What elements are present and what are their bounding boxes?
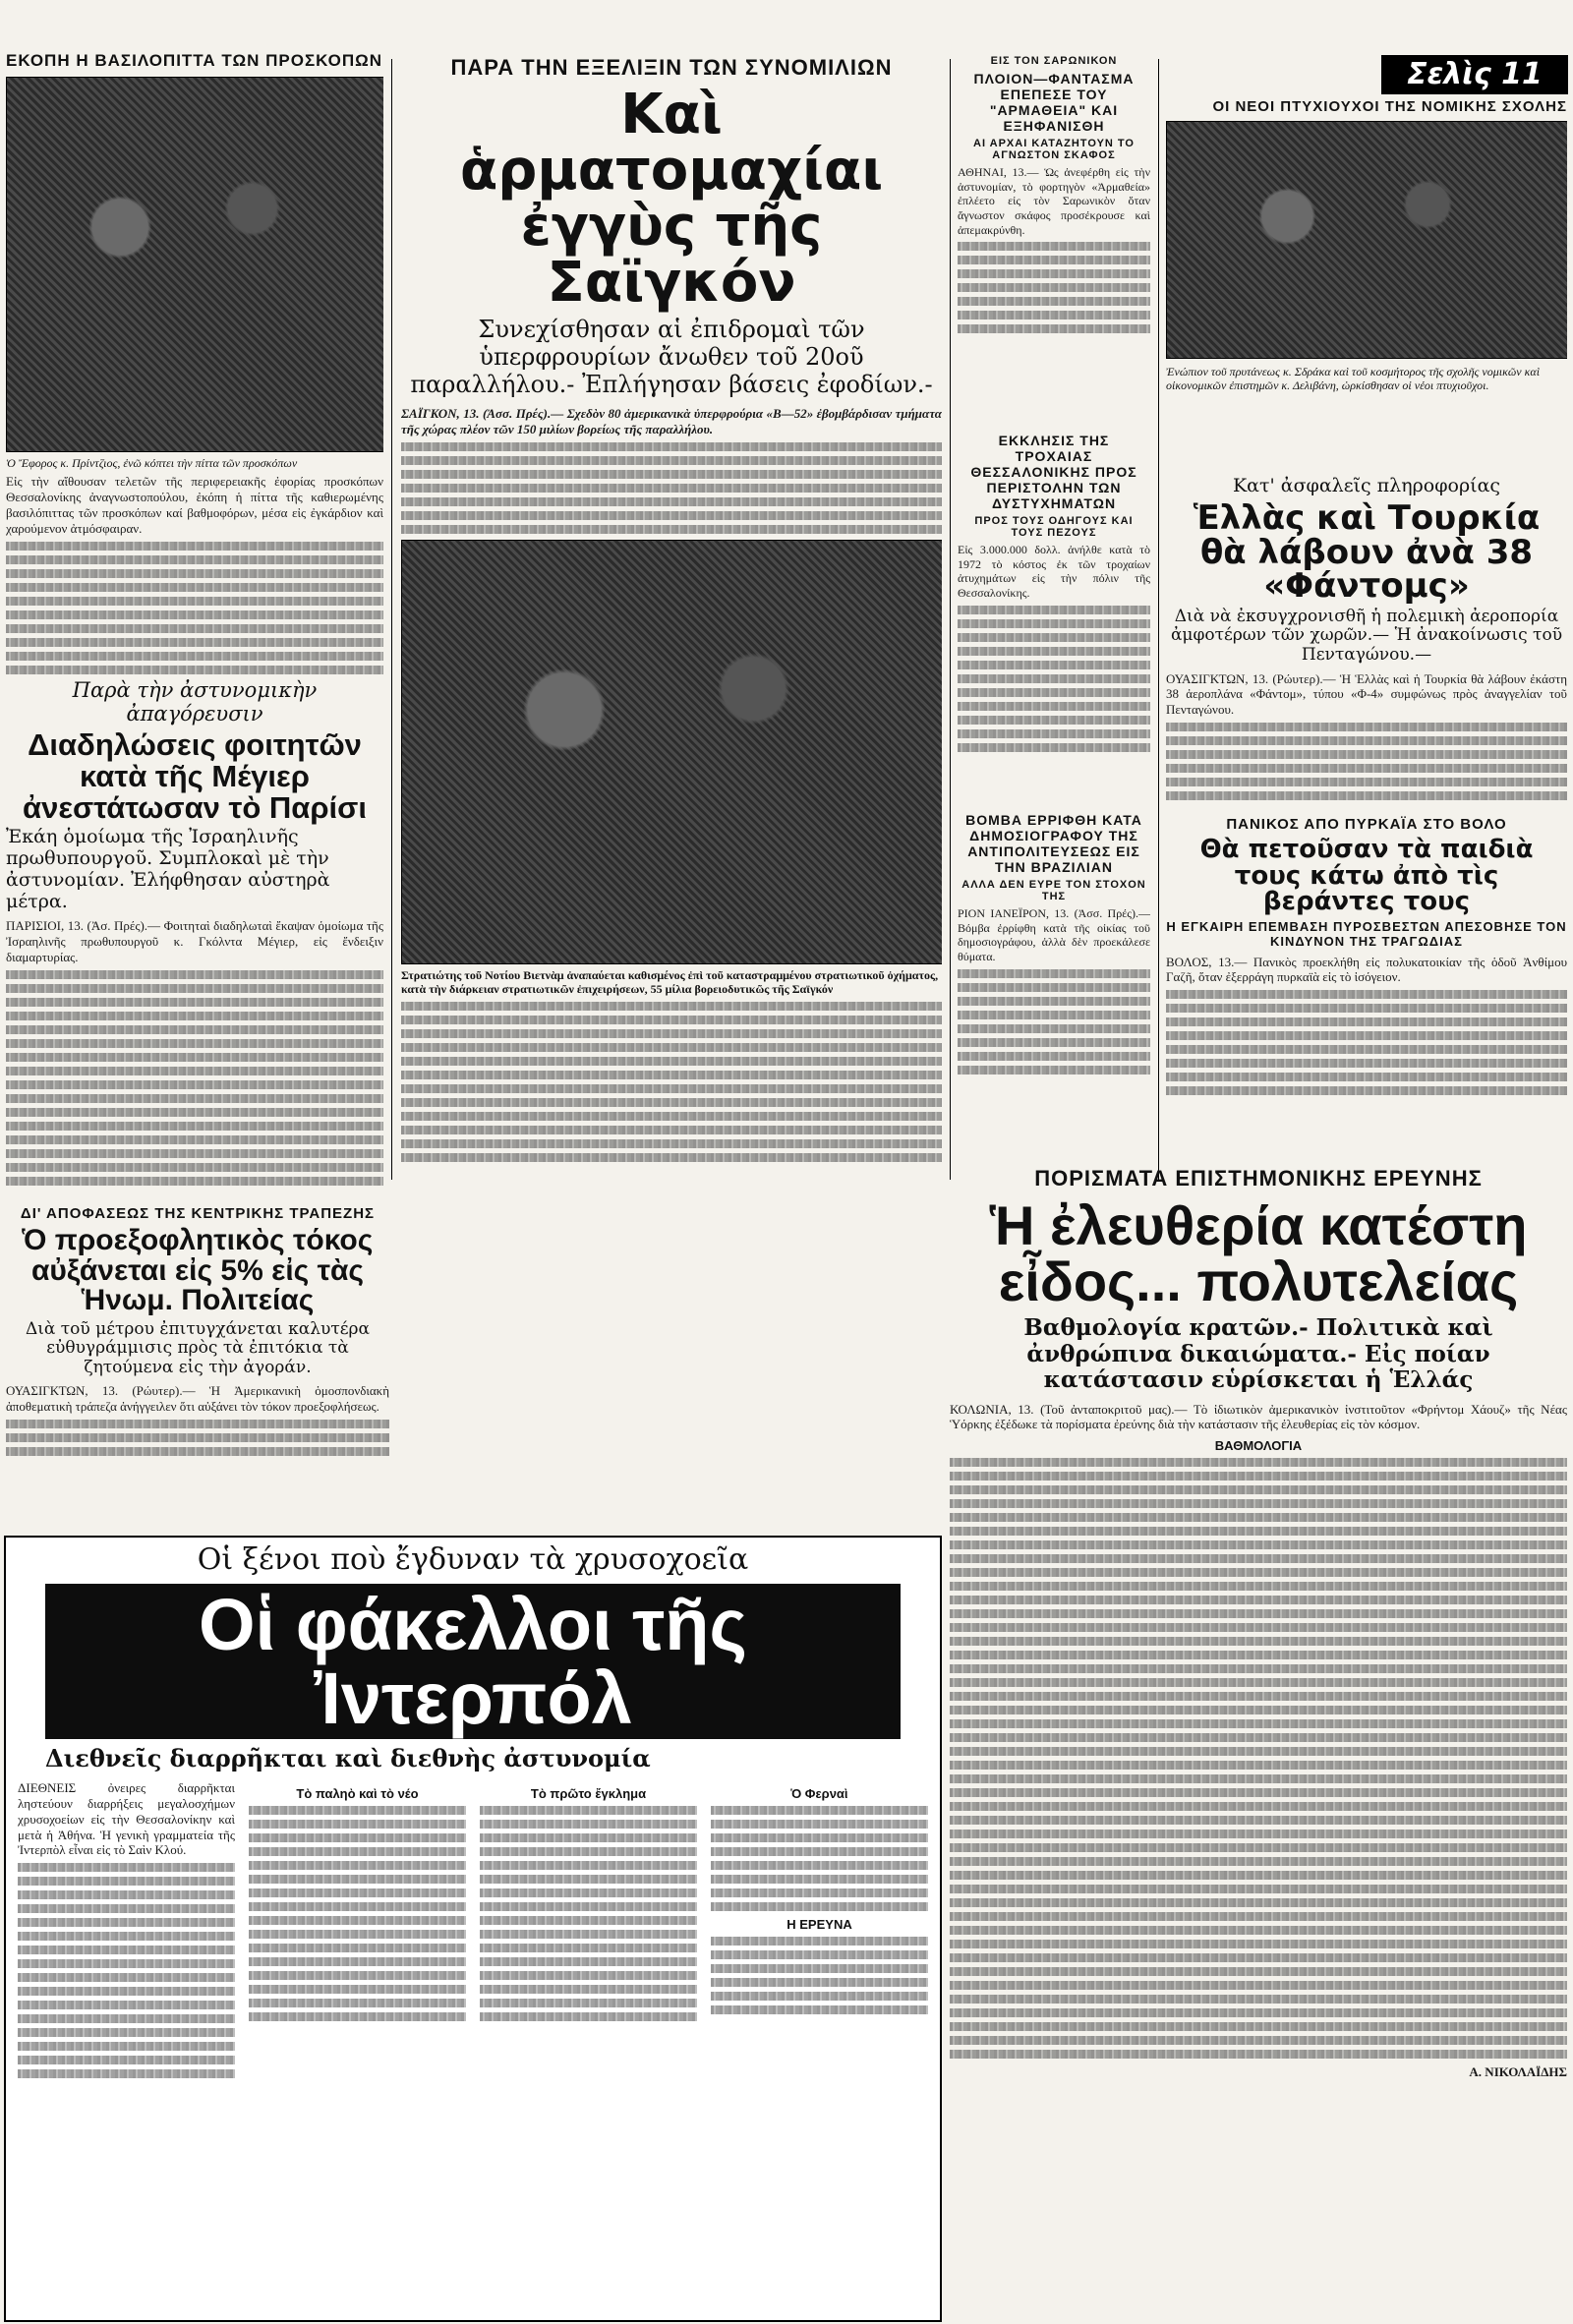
saigon-subhead: Συνεχίσθησαν αἱ ἐπιδρομαὶ τῶν ὑπερφρουρίων ἄνωθεν τοῦ 20οῦ παραλλήλου.- Ἐπλήγησαν βάσεις ἐφοδίων.- [410, 316, 933, 398]
text-line [480, 1985, 697, 1994]
text-line [950, 1912, 1567, 1921]
text-line [401, 511, 942, 520]
text-line [1166, 1086, 1567, 1095]
text-line [6, 1433, 389, 1442]
text-line [950, 1513, 1567, 1522]
text-line [1166, 1059, 1567, 1068]
text-line [480, 1888, 697, 1897]
text-line [401, 525, 942, 534]
ships-article [958, 55, 1150, 429]
interpol-kicker: Οἱ ξένοι ποὺ ἔγδυναν τὰ χρυσοχοεῖα [197, 1542, 749, 1577]
text-line [711, 1950, 928, 1959]
interpol-col-3 [480, 1780, 697, 2083]
ships-kicker: ΕΙΣ ΤΟΝ ΣΑΡΩΝΙΚΟΝ [990, 55, 1118, 67]
text-line [950, 1953, 1567, 1962]
text-line [401, 1098, 942, 1107]
text-line [958, 619, 1150, 628]
text-line [480, 1999, 697, 2007]
text-line [950, 1540, 1567, 1549]
text-line [401, 470, 942, 479]
text-line [950, 1568, 1567, 1577]
phantoms-kicker: Κατ' ἀσφαλεῖς πληροφορίας [1232, 476, 1501, 496]
text-line [711, 1992, 928, 2001]
text-line [958, 1038, 1150, 1047]
text-line [6, 638, 383, 647]
text-line [711, 1833, 928, 1842]
text-line [1166, 764, 1567, 773]
text-line [6, 1420, 389, 1428]
interpol-col3-head: Ὁ Φερναὶ [790, 1786, 848, 1802]
text-line [6, 1163, 383, 1172]
text-line [249, 1902, 466, 1911]
interpol-headline: Οἱ φάκελλοι τῆς Ἰντερπόλ [199, 1583, 747, 1739]
text-line [950, 1651, 1567, 1659]
saigon-kicker: ΠΑΡΑ ΤΗΝ ΕΞΕΛΙΞΙΝ ΤΩΝ ΣΥΝΟΜΙΛΙΩΝ [450, 55, 893, 80]
text-line [401, 1153, 942, 1162]
text-line [950, 1719, 1567, 1728]
text-line [950, 1499, 1567, 1508]
soldier-caption: Στρατιώτης τοῦ Νοτίου Βιετνὰμ ἀναπαύεται καθισμένος ἐπὶ τοῦ καταστραμμένου στρατιωτικοῦ ὀχήματος, κατὰ τὴν διάρκειαν στρατιωτικῶν ἐπιχειρήσεων, 55 μίλια βορειοδυτικῶς τῆς Σαϊγκόν [401, 967, 939, 997]
text-line [401, 497, 942, 506]
text-line [711, 1964, 928, 1973]
scouts-caption: Ὁ Ἔφορος κ. Πρίντζιος, ἐνῶ κόπτει τὴν πίττα τῶν προσκόπων [6, 456, 298, 470]
text-line [401, 1071, 942, 1079]
text-line [6, 1108, 383, 1117]
text-line [249, 1833, 466, 1842]
text-line [480, 1875, 697, 1884]
text-line [1166, 1031, 1567, 1040]
graduates-photo [1166, 121, 1567, 359]
text-line [6, 610, 383, 619]
interpol-subhead: Διεθνεῖς διαρρῆκται καὶ διεθνὴς ἀστυνομία [45, 1744, 651, 1773]
text-line [480, 1833, 697, 1842]
freedom-body: ΚΟΛΩΝΙΑ, 13. (Τοῦ ἀνταποκριτοῦ μας).— Τὸ ἰδιωτικὸν ἀμερικανικὸν ἰνστιτοῦτον «Φρήντομ Χάουζ» τῆς Νέας Ὑόρκης ἐξέδωκε τὰ πορίσματα ἐρεύνης διὰ τὴν κατάστασιν τῆς ἐλευθερίας εἰς τὸν κόσμον. [950, 1401, 1567, 1432]
text-line [958, 311, 1150, 320]
text-line [958, 1011, 1150, 1019]
page-logo: Σελὶς 11 [1381, 55, 1568, 94]
text-line [958, 743, 1150, 752]
text-line [18, 1959, 235, 1968]
interpol-col1-head: Τὸ παληὸ καὶ τὸ νέο [296, 1786, 419, 1802]
text-line [950, 1885, 1567, 1893]
text-line [711, 1847, 928, 1856]
paris-body: ΠΑΡΙΣΙΟΙ, 13. (Ἀσ. Πρές).— Φοιτηταὶ διαδηλωταὶ ἔκαψαν ὁμοίωμα τῆς Ἰσραηλινῆς πρωθυπουργοῦ κ. Γκόλντα Μέγιερ, εἰς ἔνδειξιν διαμαρτυρίας. [6, 918, 383, 965]
text-line [480, 2012, 697, 2021]
text-line [18, 1918, 235, 1927]
text-line [249, 1875, 466, 1884]
text-line [18, 2056, 235, 2064]
traffic-headline: ΕΚΚΛΗΣΙΣ ΤΗΣ ΤΡΟΧΑΙΑΣ ΘΕΣΣΑΛΟΝΙΚΗΣ ΠΡΟΣ ΠΕΡΙΣΤΟΛΗΝ ΤΩΝ ΔΥΣΤΥΧΗΜΑΤΩΝ [970, 433, 1137, 511]
bomb-headline: ΒΟΜΒΑ ΕΡΡΙΦΘΗ ΚΑΤΑ ΔΗΜΟΣΙΟΓΡΑΦΟΥ ΤΗΣ ΑΝΤΙΠΟΛΙΤΕΥΣΕΩΣ ΕΙΣ ΤΗΝ ΒΡΑΖΙΛΙΑΝ [965, 812, 1142, 875]
text-line [18, 1890, 235, 1899]
graduates-kicker: ΟΙ ΝΕΟΙ ΠΤΥΧΙΟΥΧΟΙ ΤΗΣ ΝΟΜΙΚΗΣ ΣΧΟΛΗΣ [1212, 98, 1567, 115]
text-line [950, 1609, 1567, 1618]
text-line [6, 583, 383, 592]
text-line [950, 1940, 1567, 1948]
bank-headline: Ὁ προεξοφλητικὸς τόκος αὐξάνεται εἰς 5% εἰς τὰς Ἡνωμ. Πολιτείας [22, 1224, 374, 1317]
volos-subhead: Η ΕΓΚΑΙΡΗ ΕΠΕΜΒΑΣΗ ΠΥΡΟΣΒΕΣΤΩΝ ΑΠΕΣΟΒΗΣΕ ΤΟΝ ΚΙΝΔΥΝΟΝ ΤΗΣ ΤΡΑΓΩΔΙΑΣ [1166, 918, 1567, 949]
text-line [1166, 791, 1567, 800]
phantoms-subhead: Διὰ νὰ ἐκσυγχρονισθῆ ἡ πολεμικὴ ἀεροπορία ἀμφοτέρων τῶν χωρῶν.— Ἡ ἀνακοίνωσις τοῦ Πενταγώνου.— [1170, 606, 1563, 665]
text-line [6, 1094, 383, 1103]
text-line [958, 983, 1150, 992]
text-line [6, 1135, 383, 1144]
traffic-body: Εἰς 3.000.000 δολλ. ἀνήλθε κατὰ τὸ 1972 τὸ κόστος ἐκ τῶν τροχαίων ἀτυχημάτων εἰς τὴν πόλιν τῆς Θεσσαλονίκης. [958, 543, 1150, 600]
text-line [6, 1025, 383, 1034]
text-line [950, 2008, 1567, 2017]
text-line [711, 2005, 928, 2014]
text-line [6, 1053, 383, 1062]
text-line [958, 606, 1150, 614]
text-line [958, 674, 1150, 683]
text-line [950, 1733, 1567, 1742]
text-line [18, 2042, 235, 2051]
interpol-article [4, 1536, 942, 2322]
volos-headline: Θὰ πετοῦσαν τὰ παιδιὰ τους κάτω ἀπὸ τὶς βεράντες τους [1199, 835, 1534, 917]
text-line [950, 2050, 1567, 2059]
text-line [711, 1861, 928, 1870]
text-line [401, 1016, 942, 1024]
text-line [18, 1863, 235, 1872]
column-rule [1158, 59, 1159, 1180]
text-line [480, 1806, 697, 1815]
paris-article [6, 678, 383, 1199]
text-line [711, 1937, 928, 1946]
paris-headline: Διαδηλώσεις φοιτητῶν κατὰ τῆς Μέγιερ ἀνεστάτωσαν τὸ Παρίσι [23, 727, 367, 825]
freedom-kicker: ΠΟΡΙΣΜΑΤΑ ΕΠΙΣΤΗΜΟΝΙΚΗΣ ΕΡΕΥΝΗΣ [1034, 1166, 1483, 1191]
ships-headline: ΠΛΟΙΟΝ—ΦΑΝΤΑΣΜΑ ΕΠΕΠΕΣΕ ΤΟΥ "ΑΡΜΑΘΕΙΑ" ΚΑΙ ΕΞΗΦΑΝΙΣΘΗ [973, 71, 1135, 134]
text-line [6, 970, 383, 979]
text-line [249, 1930, 466, 1939]
bomb-body: ΡΙΟΝ ΙΑΝΕΪΡΟΝ, 13. (Ἀσσ. Πρές).— Βόμβα ἐρρίφθη κατὰ τῆς οἰκίας τοῦ δημοσιογράφου, ἀλλὰ δὲν προεκάλεσε θύματα. [958, 906, 1150, 963]
saigon-dateline: ΣΑΪΓΚΟΝ, 13. (Ἀσσ. Πρές).— Σχεδὸν 80 ἀμερικανικὰ ὑπερφρούρια «Β—52» ἐβομβάρδισαν τμήματα τῆς χώρας πλέον τῶν 150 μιλίων βορείως τῆς παραλλήλου. [401, 406, 942, 437]
text-line [958, 661, 1150, 669]
text-line [1166, 778, 1567, 786]
text-line [958, 242, 1150, 251]
text-line [6, 984, 383, 993]
text-line [958, 969, 1150, 978]
text-line [401, 1139, 942, 1148]
text-line [958, 256, 1150, 264]
text-line [6, 597, 383, 606]
text-line [950, 1706, 1567, 1714]
text-line [958, 1066, 1150, 1075]
text-line [950, 1472, 1567, 1481]
text-line [249, 1888, 466, 1897]
text-line [958, 324, 1150, 333]
traffic-subhead: ΠΡΟΣ ΤΟΥΣ ΟΔΗΓΟΥΣ ΚΑΙ ΤΟΥΣ ΠΕΖΟΥΣ [974, 515, 1134, 539]
text-line [6, 666, 383, 674]
text-line [950, 1816, 1567, 1825]
text-line [249, 1999, 466, 2007]
text-line [18, 2001, 235, 2009]
volos-kicker: ΠΑΝΙΚΟΣ ΑΠΟ ΠΥΡΚΑΪΑ ΣΤΟ ΒΟΛΟ [1226, 816, 1507, 833]
saigon-article [401, 55, 942, 1166]
text-line [6, 1177, 383, 1186]
text-line [950, 1967, 1567, 1976]
text-line [950, 1458, 1567, 1467]
text-line [18, 1932, 235, 1941]
text-line [950, 1981, 1567, 1990]
text-line [1166, 990, 1567, 999]
text-line [950, 2022, 1567, 2031]
text-line [401, 1084, 942, 1093]
paris-kicker: Παρὰ τὴν ἀστυνομικὴν ἀπαγόρευσιν [72, 678, 318, 726]
column-rule [391, 59, 392, 1180]
column-rule [950, 59, 951, 1180]
text-line [1166, 1017, 1567, 1026]
text-line [6, 555, 383, 564]
scouts-article [6, 51, 383, 676]
text-line [950, 1623, 1567, 1632]
phantoms-body: ΟΥΑΣΙΓΚΤΩΝ, 13. (Ρώυτερ).— Ἡ Ἑλλὰς καὶ ἡ Τουρκία θὰ λάβουν ἐκάστη 38 ἀεροπλάνα «Φάντομ», τύπου «Φ-4» συμφώνως πρὸς ἀναγγελίαν τοῦ Πενταγώνου. [1166, 670, 1567, 718]
volos-body: ΒΟΛΟΣ, 13.— Πανικὸς προεκλήθη εἰς πολυκατοικίαν τῆς ὁδοῦ Ἀνθίμου Γαζῆ, ὅταν ἐξερράγη πυρκαϊὰ εἰς τὸ ἰσόγειον. [1166, 954, 1567, 985]
freedom-headline: Ἡ ἐλευθερία κατέστη εἶδος... πολυτελείας [989, 1194, 1528, 1313]
text-line [401, 1002, 942, 1011]
interpol-columns [6, 1772, 940, 2091]
text-line [958, 1024, 1150, 1033]
bomb-article [958, 812, 1150, 1156]
text-line [18, 2014, 235, 2023]
text-line [950, 1761, 1567, 1770]
phantoms-article [1166, 476, 1567, 810]
text-line [6, 542, 383, 551]
text-line [6, 1039, 383, 1048]
text-line [950, 1554, 1567, 1563]
text-line [6, 998, 383, 1007]
ships-subhead: ΑΙ ΑΡΧΑΙ ΚΑΤΑΖΗΤΟΥΝ ΤΟ ΑΓΝΩΣΤΟΝ ΣΚΑΦΟΣ [973, 138, 1135, 161]
text-line [6, 1149, 383, 1158]
text-line [401, 1126, 942, 1134]
text-line [950, 1485, 1567, 1494]
text-line [950, 1926, 1567, 1935]
phantoms-headline: Ἑλλὰς καὶ Τουρκία θὰ λάβουν ἀνὰ 38 «Φάντομς» [1193, 497, 1541, 607]
text-line [249, 1971, 466, 1980]
text-line [249, 1861, 466, 1870]
text-line [950, 1582, 1567, 1591]
text-line [480, 1971, 697, 1980]
text-line [480, 1930, 697, 1939]
text-line [958, 283, 1150, 292]
text-line [18, 2069, 235, 2078]
text-line [950, 1692, 1567, 1701]
text-line [401, 1029, 942, 1038]
text-line [958, 702, 1150, 711]
interpol-body: ΔΙΕΘΝΕΙΣ ὀνειρες διαρρῆκται ληστεύουν διαρρήξεις μεγαλοσχήμων χρυσοχοείων εἰς τὴν Θεσσαλονίκην καὶ μετὰ ἡ Ἀθήνα. Ἡ γενικὴ γραμματεία τῆς Ἰντερπὸλ εἶναι εἰς τὸ Σαὶν Κλού. [18, 1780, 235, 1858]
bank-article [6, 1205, 389, 1530]
text-line [6, 1122, 383, 1131]
text-line [958, 729, 1150, 738]
text-line [480, 1820, 697, 1829]
text-line [480, 1916, 697, 1925]
text-line [1166, 1004, 1567, 1013]
text-line [950, 1802, 1567, 1811]
text-line [950, 1871, 1567, 1880]
interpol-col-2 [249, 1780, 466, 2083]
text-line [711, 1888, 928, 1897]
text-line [401, 1057, 942, 1066]
interpol-col2-head: Τὸ πρῶτο ἔγκλημα [530, 1786, 647, 1802]
bomb-subhead: ΑΛΛΑ ΔΕΝ ΕΥΡΕ ΤΟΝ ΣΤΟΧΟΝ ΤΗΣ [961, 879, 1146, 902]
text-line [958, 297, 1150, 306]
paris-subhead: Ἐκάη ὁμοίωμα τῆς Ἰσραηλινῆς πρωθυπουργοῦ. Συμπλοκαὶ μὲ τὴν ἀστυνομίαν. Ἐλήφθησαν αὐστηρὰ μέτρα. [6, 826, 330, 912]
text-line [401, 484, 942, 493]
text-line [711, 1902, 928, 1911]
interpol-col4-head: Η ΕΡΕΥΝΑ [786, 1917, 852, 1933]
volos-article [1166, 816, 1567, 1150]
text-line [6, 652, 383, 661]
text-line [249, 2012, 466, 2021]
interpol-banner [45, 1584, 901, 1740]
text-line [6, 1067, 383, 1075]
text-line [950, 2036, 1567, 2045]
text-line [1166, 750, 1567, 759]
scouts-photo [6, 77, 383, 452]
text-line [1166, 736, 1567, 745]
text-line [18, 1946, 235, 1954]
graduates-article [1166, 98, 1567, 472]
freedom-subhead: Βαθμολογία κρατῶν.- Πολιτικὰ καὶ ἀνθρώπινα δικαιώματα.- Εἰς ποίαν κατάστασιν εὑρίσκεται ἡ Ἑλλάς [1023, 1314, 1493, 1394]
text-line [950, 1857, 1567, 1866]
text-line [950, 1596, 1567, 1604]
bank-subhead: Διὰ τοῦ μέτρου ἐπιτυγχάνεται καλυτέρα εὐθυγράμμισις πρὸς τὰ ἐπιτόκια τὰ ζητούμενα εἰς τὴν ἀγοράν. [25, 1318, 371, 1377]
ships-body: ΑΘΗΝΑΙ, 13.— Ὡς ἀνεφέρθη εἰς τὴν ἀστυνομίαν, τὸ φορτηγὸν «Ἀρμαθεία» ἐπλέετο εἰς τὸν Σαρωνικὸν ὅταν ἄγνωστον σκάφος προσέκρουσε καὶ ἀπεμακρύνθη. [958, 165, 1150, 237]
text-line [18, 1877, 235, 1886]
text-line [950, 1678, 1567, 1687]
text-line [711, 1806, 928, 1815]
text-line [18, 2028, 235, 2037]
text-line [401, 1043, 942, 1052]
text-line [249, 1806, 466, 1815]
scouts-body: Εἰς τὴν αἴθουσαν τελετῶν τῆς περιφερειακῆς ἐφορίας προσκόπων Θεσσαλονίκης ἀναγνωστοπούλου, ἐκόπη ἡ πίττα τῆς καθιερωμένης βασιλόπιττας τῶν προσκόπων καί βαθμοφόρων, μέσα εἰς ἐγκάρδιον καὶ χαρούμενον ἀτμόσφαιραν. [6, 474, 383, 536]
text-line [6, 624, 383, 633]
text-line [480, 1944, 697, 1952]
bank-kicker: ΔΙ' ΑΠΟΦΑΣΕΩΣ ΤΗΣ ΚΕΝΤΡΙΚΗΣ ΤΡΑΠΕΖΗΣ [20, 1205, 376, 1222]
text-line [249, 1985, 466, 1994]
text-line [18, 1904, 235, 1913]
text-line [711, 1978, 928, 1987]
page-number-logo [1381, 55, 1568, 94]
text-line [249, 1916, 466, 1925]
text-line [950, 1843, 1567, 1852]
text-line [6, 1012, 383, 1020]
text-line [480, 1847, 697, 1856]
text-line [249, 1957, 466, 1966]
text-line [958, 688, 1150, 697]
text-line [950, 1898, 1567, 1907]
text-line [401, 442, 942, 451]
text-line [950, 1747, 1567, 1756]
text-line [958, 716, 1150, 725]
text-line [950, 1830, 1567, 1838]
text-line [711, 1820, 928, 1829]
text-line [249, 1847, 466, 1856]
scouts-kicker: ΕΚΟΠΗ Η ΒΑΣΙΛΟΠΙΤΤΑ ΤΩΝ ΠΡΟΣΚΟΠΩΝ [6, 51, 383, 70]
text-line [401, 1112, 942, 1121]
text-line [950, 1637, 1567, 1646]
text-line [480, 1957, 697, 1966]
freedom-article [950, 1166, 1567, 2316]
text-line [950, 1788, 1567, 1797]
soldier-photo [401, 540, 942, 964]
text-line [1166, 723, 1567, 731]
text-line [1166, 1073, 1567, 1081]
freedom-section-title: ΒΑΘΜΟΛΟΓΙΑ [1214, 1438, 1303, 1454]
text-line [958, 269, 1150, 278]
text-line [958, 633, 1150, 642]
bank-body: ΟΥΑΣΙΓΚΤΩΝ, 13. (Ρώυτερ).— Ἡ Ἀμερικανικὴ ὁμοσπονδιακὴ ἀποθεματικὴ τράπεζα ἀνήγγειλεν ὅτι αὐξάνει τὸν τόκον προεξοφλήσεως. [6, 1383, 389, 1415]
text-line [6, 1447, 389, 1456]
text-line [249, 1820, 466, 1829]
saigon-headline: Καὶ ἁρματομαχίαι ἐγγὺς τῆς Σαϊγκόν [459, 83, 884, 316]
text-line [950, 1527, 1567, 1536]
interpol-col-1 [18, 1780, 235, 2083]
text-line [480, 1902, 697, 1911]
text-line [249, 1944, 466, 1952]
text-line [6, 1080, 383, 1089]
text-line [6, 569, 383, 578]
text-line [950, 1995, 1567, 2004]
graduates-caption: Ἐνώπιον τοῦ πρυτάνεως κ. Σδράκα καὶ τοῦ κοσμήτορος τῆς σχολῆς νομικῶν καὶ οἰκονομικῶν ἐπιστημῶν κ. Δελιβάνη, ὡρκίσθησαν οἱ νέοι πτυχιοῦχοι. [1166, 365, 1541, 393]
text-line [18, 1973, 235, 1982]
text-line [958, 647, 1150, 656]
text-line [1166, 1045, 1567, 1054]
text-line [18, 1987, 235, 1996]
freedom-signature: Α. ΝΙΚΟΛΑΪΔΗΣ [1469, 2064, 1567, 2080]
text-line [480, 1861, 697, 1870]
text-line [950, 1664, 1567, 1673]
text-line [711, 1875, 928, 1884]
traffic-article [958, 433, 1150, 806]
text-line [958, 1052, 1150, 1061]
text-line [950, 1774, 1567, 1783]
text-line [401, 456, 942, 465]
text-line [958, 997, 1150, 1006]
interpol-col-4 [711, 1780, 928, 2083]
